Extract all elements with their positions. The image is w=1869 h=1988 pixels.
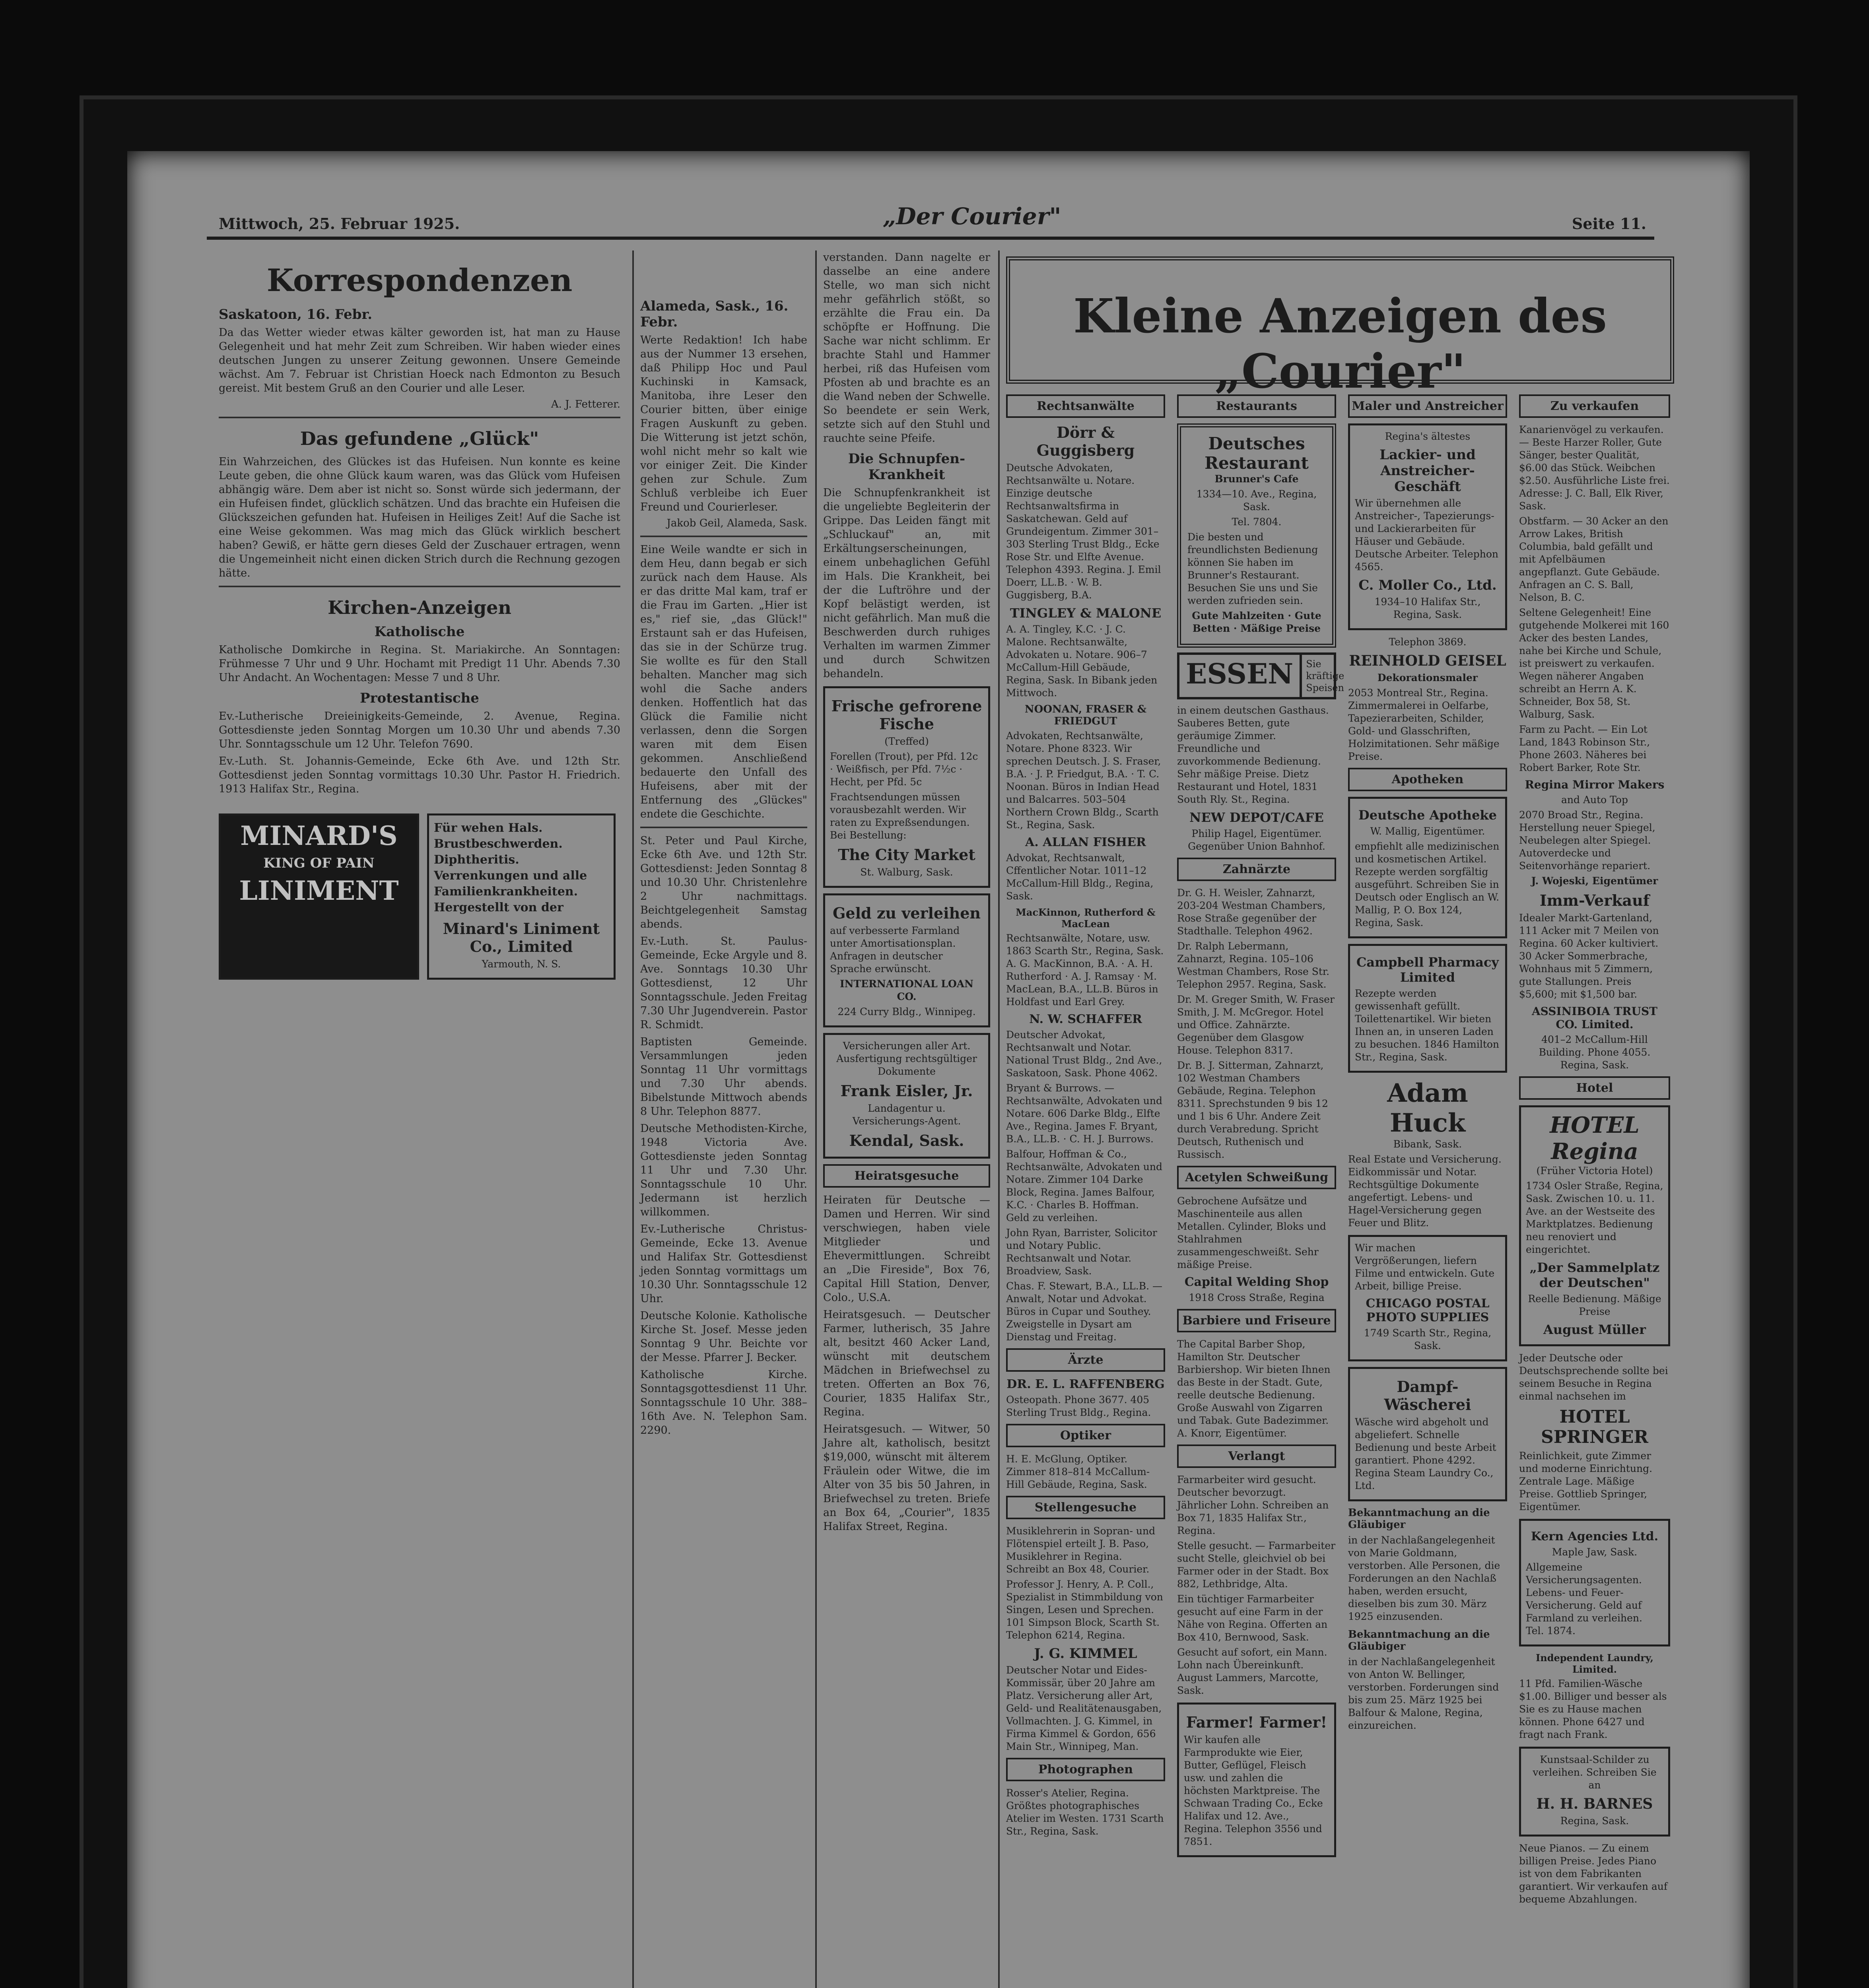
ad-text: Osteopath. Phone 3677. 405 Sterling Trust Bldg., Regina.: [1006, 1394, 1151, 1418]
photo-ad-text: Wir machen Vergrößerungen, liefern Filme und entwickeln. Gute Arbeit, billige Preise.: [1355, 1242, 1495, 1292]
fish-ad-sub: (Treffed): [884, 736, 929, 747]
ad-text: Musiklehrerin in Sopran- und Flötenspiel erteilt J. B. Paso, Musiklehrer in Regina. Schreibt an Box 48, Courier.: [1006, 1525, 1156, 1575]
story-body: Ein Wahrzeichen, des Glückes ist das Hufeisen. Nun konnte es keine Leute geben, die ohne Glück kaum waren, was das Glück vom Hufeisen abhängig wäre. Dem aber ist nicht so. Sonst würde sich jedermann, der ein Hufeisen findet, glücklich schätzen. Und das brachte ein Hufeisen die Glückszeichen gefunden hat. Hufeisen in Heiliges Zeit! Auf die Sache ist eine Weise gekommen. Was mag mich das Glück wirklich beschert haben? Gewiß, er hätte gern dieses Geld der Zuschauer ertragen, wenn die Ungemeinheit nicht einen dicken Strich durch die Rechnung gezogen hätte.: [219, 456, 620, 579]
ad-title: REINHOLD GEISEL: [1349, 652, 1506, 669]
letter-body: Da das Wetter wieder etwas kälter geworden ist, hat man zu Hause Gelegenheit und hat mehr Zeit zum Schreiben. Wir haben wieder eines deutschen Jungen zu unserer Zeitung gewonnen. Unsere Gemeinde wächst. Am 7. Februar ist Christian Hoeck nach Edmonton zu Besuch gereist. Mit bestem Gruß an den Courier und alle Leser.: [219, 326, 620, 394]
maler-ad-body: Wir übernehmen alle Anstreicher-, Tapezierungs- und Lackierarbeiten für Häuser und Gebäude. Deutsche Arbeiter. Telephon 4565.: [1355, 497, 1498, 573]
fish-price-list: Forellen (Trout), per Pfd. 12c · Weißfisch, per Pfd. 7½c · Hecht, per Pfd. 5c: [830, 751, 978, 788]
hotel-tagline: Reelle Bedienung. Mäßige Preise: [1528, 1293, 1661, 1317]
campbell-name: Campbell Pharmacy Limited: [1356, 955, 1499, 985]
church-notice: Deutsche Methodisten-Kirche, 1948 Victoria Ave. Gottesdienste jeden Sonntag 11 Uhr und 7.30 Uhr. Sonntagsschule 10 Uhr. Jedermann ist herzlich willkommen.: [640, 1122, 807, 1218]
essen-side-text: Sie kräftige Speisen: [1306, 658, 1344, 693]
church-notice: Deutsche Kolonie. Katholische Kirche St. Josef. Messe jeden Sonntag 9 Uhr. Beichte vor der Messe. Pfarrer J. Becker.: [640, 1310, 807, 1364]
category-optiker: Optiker: [1006, 1424, 1165, 1447]
ad-text: Telephon 3869.: [1389, 636, 1467, 648]
moller-name: C. Moller Co., Ltd.: [1358, 577, 1497, 593]
classified-ad: Heiraten für Deutsche — Damen und Herren. Wir sind verschwiegen, haben viele Mitglieder und Ehevermittlungen. Schreibt an „Die Fireside", Box 76, Capital Hill Station, Denver, Colo., U.S.A.: [823, 1194, 990, 1304]
category-barbiere: Barbiere und Friseure: [1177, 1309, 1336, 1332]
ad-text: 2053 Montreal Str., Regina. Zimmermalerei in Oelfarbe, Tapezierarbeiten, Schilder, Gold- und Glasschriften, Holzimitationen. Sehr mäßige Preise.: [1348, 687, 1500, 762]
ad-title: Independent Laundry, Limited.: [1536, 1652, 1653, 1675]
fish-ad-note: Frachtsendungen müssen vorausbezahlt werden. Wir raten zu Expreßsendungen. Bei Bestellung:: [830, 791, 970, 841]
church-notice: Baptisten Gemeinde. Versammlungen jeden Sonntag 11 Uhr vormittags und 7.30 Uhr abends. Bibelstunde Mittwoch abends 8 Uhr. Telephon 8877.: [640, 1036, 807, 1118]
ad-text: Gebrochene Aufsätze und Maschinenteile aus allen Metallen. Cylinder, Bloks und Stahlrahmen zusammengeschweißt. Sehr mäßige Preise.: [1177, 1195, 1326, 1270]
minards-logo: [219, 813, 419, 980]
article-title: Die Schnupfen-Krankheit: [848, 451, 966, 483]
church-section-title: Kirchen-Anzeigen: [328, 597, 511, 618]
category-apotheken: Apotheken: [1348, 768, 1507, 791]
barnes-intro: Kunstsaal-Schilder zu verleihen. Schreiben Sie an: [1533, 1754, 1657, 1791]
divider: [219, 417, 620, 418]
story-title: Das gefundene „Glück": [300, 428, 539, 449]
column-3: [823, 250, 990, 1537]
ad-text: Kanarienvögel zu verkaufen. — Beste Harzer Roller, Gute Sänger, bester Qualität, $6.00 das Stück. Weibchen $2.50. Ausführliche Liste frei. Adresse: J. C. Ball, Elk River, Sask.: [1519, 424, 1670, 512]
ad-text: Dr. B. J. Sitterman, Zahnarzt, 102 Westman Chambers Gebäude, Regina. Telephon 8311. Sprechstunden 9 bis 12 und 1 bis 6 Uhr. Andere Zeit durch Verabredung. Spricht Deutsch, Ruthenisch und Russisch.: [1177, 1060, 1328, 1160]
column-1: [219, 250, 620, 985]
hotel-owner: August Müller: [1543, 1322, 1646, 1337]
ad-text: 1918 Cross Straße, Regina: [1189, 1292, 1325, 1303]
notice-text: in der Nachlaßangelegenheit von Marie Goldmann, verstorben. Alle Personen, die Forderungen an den Nachlaß haben, werden ersucht, dieselben bis zum 30. März 1925 einzusenden.: [1348, 1534, 1500, 1622]
church-notice: Ev.-Lutherische Dreieinigkeits-Gemeinde, 2. Avenue, Regina. Gottesdienste jeden Sonntag Morgen um 10.30 Uhr und abends 7.30 Uhr. Sonntagsschule um 12 Uhr. Telefon 7690.: [219, 710, 620, 750]
ad-title: N. W. SCHAFFER: [1029, 1012, 1142, 1026]
ad-text: The Capital Barber Shop, Hamilton Str. Deutscher Barbiershop. Wir bieten Ihnen das Beste in der Stadt. Gute, reelle deutsche Bedienung. Große Auswahl von Zigarren und Tabak. Gute Badezimmer. A. Knorr, Eigentümer.: [1177, 1338, 1331, 1439]
category-zu-verkaufen: Zu verkaufen: [1519, 394, 1670, 418]
ad-text: Philip Hagel, Eigentümer. Gegenüber Union Bahnhof.: [1188, 828, 1325, 852]
hotel-regina-ad: [1519, 1105, 1670, 1346]
maler-ad: [1348, 423, 1507, 630]
category-rechtsanwaelte: Rechtsanwälte: [1006, 394, 1165, 418]
category-zahnaerzte: Zahnärzte: [1177, 858, 1336, 881]
farmer-ad: [1177, 1703, 1336, 1857]
ad-text: Ein tüchtiger Farmarbeiter gesucht auf eine Farm in der Nähe von Regina. Offerten an Box 410, Bernwood, Sask.: [1177, 1593, 1328, 1643]
church-notice: Ev.-Lutherische Christus-Gemeinde, Ecke 13. Avenue und Halifax Str. Gottesdienst jeden Sonntag vormittags um 10.30 Uhr. Sonntagsschule 12 Uhr.: [640, 1223, 807, 1305]
apotheke-ad: [1348, 797, 1507, 938]
ad-text: Balfour, Hoffman & Co., Rechtsanwälte, Advokaten und Notare. Zimmer 104 Darke Block, Regina. James Balfour, K.C. · Charles B. Hoffman. Geld zu verleihen.: [1006, 1148, 1163, 1223]
kern-place: Maple Jaw, Sask.: [1552, 1546, 1638, 1558]
ad-text: Farmarbeiter wird gesucht. Deutscher bevorzugt. Jährlicher Lohn. Schreiben an Box 71, 1835 Halifax Str., Regina.: [1177, 1474, 1329, 1536]
loan-ad-body: auf verbesserte Farmland unter Amortisationsplan. Anfragen in deutscher Sprache erwünscht.: [830, 925, 960, 975]
classifieds-banner: [1006, 256, 1674, 399]
loan-company: INTERNATIONAL LOAN CO.: [839, 978, 974, 1002]
essen-word: ESSEN: [1179, 655, 1302, 697]
fish-ad-title: Frische gefrorene Fische: [831, 697, 982, 733]
ad-text: H. E. McGlung, Optiker. Zimmer 818–814 McCallum-Hill Gebäude, Regina, Sask.: [1006, 1453, 1150, 1490]
city-market-name: The City Market: [838, 846, 975, 864]
ad-text: Bryant & Burrows. — Rechtsanwälte, Advokaten und Notare. 606 Darke Bldg., Elfte Ave., Regina. James F. Bryant, B.A., LL.B. · C. H. J. Burrows.: [1006, 1082, 1163, 1145]
ad-text: John Ryan, Barrister, Solicitor und Notary Public. Rechtsanwalt und Notar. Broadview, Sask.: [1006, 1227, 1157, 1277]
restaurant-phone: Tel. 7804.: [1232, 516, 1282, 528]
letter-signature: A. J. Fetterer.: [551, 398, 620, 410]
divider: [219, 586, 620, 587]
apotheke-text: empfiehlt alle medizinischen und kosmetischen Artikel. Rezepte werden sorgfältig ausgeführt. Schreiben Sie in Deutsch oder Englisch an W. Mallig, P. O. Box 124, Regina, Sask.: [1355, 841, 1500, 928]
category-acetylen: Acetylen Schweißung: [1177, 1166, 1336, 1189]
photo-ad-address: 1749 Scarth Str., Regina, Sask.: [1364, 1327, 1492, 1351]
ad-title: HOTEL SPRINGER: [1541, 1407, 1648, 1447]
huck-text: Real Estate und Versicherung. Eidkommissär und Notar. Rechtsgültige Dokumente angefertigt. Lebens- und Hagel-Versicherung gegen Feuer und Blitz.: [1348, 1153, 1502, 1229]
farmer-ad-text: Wir kaufen alle Farmprodukte wie Eier, Butter, Geflügel, Fleisch usw. und zahlen die höchsten Marktpreise. The Schwaan Trading Co., Ecke Halifax und 12. Ave., Regina. Telephon 3556 und 7851.: [1184, 1734, 1323, 1847]
eisler-place: Kendal, Sask.: [849, 1132, 964, 1149]
minards-maker: Minard's Liniment Co., Limited: [443, 920, 600, 955]
ad-text: 2070 Broad Str., Regina. Herstellung neuer Spiegel, Neubelegen alter Spiegel. Autoverdecke und Seitenvorhänge repariert.: [1519, 809, 1655, 872]
category-stellengesuche: Stellengesuche: [1006, 1496, 1165, 1519]
ad-text: Dr. Ralph Lebermann, Zahnarzt, Regina. 105–106 Westman Chambers, Rose Str. Telephon 2957. Regina, Sask.: [1177, 940, 1330, 990]
ad-text: Deutscher Notar und Eides-Kommissär, über 20 Jahre am Platz. Versicherung aller Art, Geld- und Realitätenausgaben, Vollmachten. J. G. Kimmel, in Firma Kimmel & Gordon, 656 Main Str., Winnipeg, Man.: [1006, 1664, 1162, 1752]
minards-uses: Für wehen Hals. Brustbeschwerden. Diphtheritis. Verrenkungen und alle Familienkrankheiten. Hergestellt von der: [434, 821, 587, 914]
church-notice: Katholische Domkirche in Regina. St. Mariakirche. An Sonntagen: Frühmesse 7 Uhr und 9 Uhr. Hochamt mit Predigt 11 Uhr. Abends 7.30 Uhr Andacht. An Wochentagen: Messe 7 und 8 Uhr.: [219, 644, 620, 684]
ad-text: Gesucht auf sofort, ein Mann. Lohn nach Übereinkunft. August Lammers, Marcotte, Sask.: [1177, 1646, 1327, 1696]
column-6: [1348, 390, 1507, 1734]
column-5: [1177, 390, 1344, 1863]
story-continuation: verstanden. Dann nagelte er dasselbe an eine andere Stelle, wo man sich nicht mehr gefährlich stößt, so erzählte die Frau ein. Da schöpfte er Hoffnung. Die Sache war nicht schlimm. Er brachte Stahl und Hammer herbei, riß das Hufeisen vom Pfosten ab und brachte es an die Wand neben der Schwelle. So beendete er sein Werk, setzte sich auf den Stuhl und rauchte seine Pfeife.: [823, 251, 990, 445]
campbell-ad: [1348, 944, 1507, 1073]
essen-ad: [1177, 652, 1344, 699]
ad-title: NOONAN, FRASER & FRIEDGUT: [1024, 703, 1147, 727]
eisler-role: Landagentur u. Versicherungs-Agent.: [852, 1103, 961, 1127]
ad-text: Deutsche Advokaten, Rechtsanwälte u. Notare. Einzige deutsche Rechtsanwaltsfirma in Saskatchewan. Geld auf Grundeigentum. Zimmer 301–303 Sterling Trust Bldg., Ecke Rose Str. und Elfte Avenue. Telephon 4393. Regina. J. Emil Doerr, LL.B. · W. B. Guggisberg, B.A.: [1006, 462, 1161, 601]
restaurant-tagline: Gute Mahlzeiten · Gute Betten · Mäßige Preise: [1192, 610, 1321, 634]
church-subheading: Katholische: [374, 624, 465, 640]
ad-text: Jeder Deutsche oder Deutschsprechende sollte bei seinem Besuche in Regina einmal nachsehen im: [1519, 1352, 1668, 1402]
dampf-text: Wäsche wird abgeholt und abgeliefert. Schnelle Bedienung und beste Arbeit garantiert. Phone 4292. Regina Steam Laundry Co., Ltd.: [1355, 1416, 1496, 1491]
notice-title: Bekanntmachung an die Gläubiger: [1348, 1507, 1490, 1531]
ad-title: Imm-Verkauf: [1539, 891, 1650, 909]
barnes-ad: [1519, 1747, 1670, 1837]
column-7: [1519, 390, 1670, 1908]
minards-brand: MINARD'S: [240, 820, 398, 851]
newspaper-name: „Der Courier": [883, 203, 1061, 230]
apotheke-name: Deutsche Apotheke: [1358, 808, 1497, 823]
notice-text: in der Nachlaßangelegenheit von Anton W. Bellinger, verstorben. Forderungen sind bis zum 25. März 1925 bei Balfour & Malone, Regina, einzureichen.: [1348, 1656, 1499, 1731]
ad-title: A. ALLAN FISHER: [1025, 835, 1146, 849]
dampf-name: Dampf-Wäscherei: [1384, 1378, 1471, 1413]
restaurant-ad: [1177, 423, 1336, 648]
minards-slogan: KING OF PAIN: [263, 855, 375, 871]
newspaper-page: [127, 151, 1750, 1988]
ad-text: Reinlichkeit, gute Zimmer und moderne Einrichtung. Zentrale Lage. Mäßige Preise. Gottlieb Springer, Eigentümer.: [1519, 1450, 1653, 1512]
classifieds-banner-title: Kleine Anzeigen des „Courier": [1073, 288, 1607, 399]
ad-text: Advokaten, Rechtsanwälte, Notare. Phone 8323. Wir sprechen Deutsch. J. S. Fraser, B.A. · J. P. Friedgut, B.A. · T. C. Noonan. Büros in Indian Head und Balcarres. 503–504 Northern Crown Bldg., Scarth St., Regina, Sask.: [1006, 730, 1161, 831]
classified-ad: Heiratsgesuch. — Witwer, 50 Jahre alt, katholisch, besitzt $19,000, wünscht mit älterem Fräulein oder Witwe, die im Alter von 35 bis 50 Jahren, in Briefwechsel zu treten. Briefe an Box 64, „Courier", 1835 Halifax Street, Regina.: [823, 1423, 990, 1533]
ad-text: Dr. M. Greger Smith, W. Fraser Smith, J. M. McGregor. Hotel und Office. Zahnärzte. Gegenüber dem Glasgow House. Telephon 8317.: [1177, 994, 1335, 1056]
story-continuation: Eine Weile wandte er sich in dem Heu, dann begab er sich zurück nach dem Hause. Als er das dritte Mal kam, traf er die Frau im Garten. „Hier ist es," rief sie, „das Glück!" Erstaunt sah er das Hufeisen, das sie in der Schürze trug. Sie wollte es für den Stall behalten. Mancher mag sich wohl die Sache anders denken. Hoffentlich hat das Glück die Familie nicht verlassen, denn die Sorgen waren mit dem Eisen gekommen. Anschließend bedauerte den Unfall des Hufeisens, aber mit der Entfernung des „Glückes" endete die Geschichte.: [640, 544, 807, 820]
ad-text: J. Wojeski, Eigentümer: [1531, 875, 1658, 887]
ad-text: Dekorationsmaler: [1377, 672, 1478, 683]
ad-title: TINGLEY & MALONE: [1010, 606, 1162, 621]
hotel-address: 1734 Osler Straße, Regina, Sask. Zwischen 10. u. 11. Ave. an der Westseite des Marktplatzes. Bedienung neu renoviert und eingerichtet.: [1526, 1180, 1663, 1255]
ad-title: Dörr & Guggisberg: [1036, 423, 1135, 459]
laundry-ad: [1348, 1367, 1507, 1501]
minards-text-box: [427, 813, 616, 980]
section-title-korrespondenzen: Korrespondenzen: [266, 262, 573, 299]
category-photographen: Photographen: [1006, 1758, 1165, 1781]
ad-title: ASSINIBOIA TRUST CO. Limited.: [1531, 1005, 1658, 1031]
ad-text: Dr. G. H. Weisler, Zahnarzt, 203-204 Westman Chambers, Rose Straße gegenüber der Stadthalle. Telephon 4962.: [1177, 887, 1326, 937]
farmer-ad-title: Farmer! Farmer!: [1186, 1713, 1327, 1731]
photo-ad: [1348, 1235, 1507, 1361]
article-body: Die Schnupfenkrankheit ist die ungeliebte Begleiterin der Grippe. Das Leiden fängt mit „Schluckauf" an, mit Erkältungserscheinungen, einem unbehaglichen Gefühl im Hals. Die Krankheit, bei der die Luftröhre und der Kopf belästigt werden, ist nicht gefährlich. Man muß die Beschwerden durch ruhiges Verhalten im warmen Zimmer und durch Schwitzen behandeln.: [823, 487, 990, 680]
column-2: [640, 250, 807, 1441]
ad-text: in einem deutschen Gasthaus. Sauberes Betten, gute geräumige Zimmer. Freundliche und zuvorkommende Bedienung. Sehr mäßige Preise. Dietz Restaurant und Hotel, 1831 South Rly. St., Regina.: [1177, 705, 1329, 805]
page-number: Seite 11.: [1572, 215, 1646, 233]
category-aerzte: Ärzte: [1006, 1348, 1165, 1372]
minards-ad: [219, 808, 620, 985]
campbell-text: Rezepte werden gewissenhaft gefüllt. Toilettenartikel. Wir bieten Ihnen an, in unseren Laden zu besuchen. 1846 Hamilton Str., Regina, Sask.: [1355, 988, 1500, 1063]
restaurant-owner: Brunner's Cafe: [1214, 473, 1299, 485]
kern-name: Kern Agencies Ltd.: [1531, 1530, 1659, 1543]
ad-text: Chas. F. Stewart, B.A., LL.B. — Anwalt, Notar und Advokat. Büros in Cupar und Southey. Zweigstelle in Dysart am Dienstag und Freitag.: [1006, 1280, 1162, 1343]
church-notice: Ev.-Luth. St. Johannis-Gemeinde, Ecke 6th Ave. und 12th Str. Gottesdienst jeden Sonntag vormittags 10.30 Uhr. Pastor H. Friedrich. 1913 Halifax Str., Regina.: [219, 755, 620, 795]
ad-text: 11 Pfd. Familien-Wäsche $1.00. Billiger und besser als Sie es zu Hause machen können. Phone 6427 und fragt nach Frank.: [1519, 1678, 1667, 1740]
ad-text: Deutscher Advokat, Rechtsanwalt und Notar. National Trust Bldg., 2nd Ave., Saskatoon, Sask. Phone 4062.: [1006, 1029, 1162, 1079]
minards-place: Yarmouth, N. S.: [482, 958, 561, 970]
notice-title: Bekanntmachung an die Gläubiger: [1348, 1629, 1490, 1652]
huck-name: Adam Huck: [1387, 1078, 1468, 1138]
ad-text: Seltene Gelegenheit! Eine gutgehende Molkerei mit 160 Acker des besten Landes, nahe bei Kirche und Schule, ist preiswert zu verkaufen. Wegen näherer Angaben schreibt an Herrn A. K. Schneider, Box 58, St. Walburg, Sask.: [1519, 607, 1669, 720]
loan-ad-title: Geld zu verleihen: [832, 904, 981, 922]
ad-title: MacKinnon, Rutherford & MacLean: [1016, 907, 1156, 930]
letter-signature: Jakob Geil, Alameda, Sask.: [666, 517, 807, 529]
ad-text: Farm zu Pacht. — Ein Lot Land, 1843 Robinson Str., Phone 2603. Näheres bei Robert Barker, Rote Str.: [1519, 724, 1650, 773]
ad-title: Capital Welding Shop: [1184, 1275, 1329, 1289]
kern-ad: [1519, 1519, 1670, 1646]
classified-ad: Heiratsgesuch. — Deutscher Farmer, lutherisch, 35 Jahre alt, besitzt 460 Acker Land, wünscht mit deutschem Mädchen in Briefwechsel zu treten. Offerten an Box 76, Courier, 1835 Halifax Str., Regina.: [823, 1309, 990, 1418]
hotel-slogan: „Der Sammelplatz der Deutschen": [1529, 1260, 1660, 1290]
kern-text: Allgemeine Versicherungsagenten. Lebens- und Feuer-Versicherung. Geld auf Farmland zu verleihen. Tel. 1874.: [1526, 1561, 1642, 1637]
moller-address: 1934–10 Halifax Str., Regina, Sask.: [1374, 596, 1481, 620]
ad-title: Regina Mirror Makers: [1525, 778, 1665, 791]
fish-ad: [823, 686, 990, 888]
column-4: [1006, 390, 1165, 1840]
divider: [640, 827, 807, 828]
city-market-place: St. Walburg, Sask.: [860, 866, 953, 878]
hotel-former-name: (Früher Victoria Hotel): [1536, 1165, 1653, 1176]
column-divider: [998, 250, 1000, 1988]
ad-text: A. A. Tingley, K.C. · J. C. Malone. Rechtsanwälte, Advokaten u. Notare. 906–7 McCallum-Hill Gebäude, Regina, Sask. In Bibank jeden Mittwoch.: [1006, 623, 1158, 699]
loan-ad: [823, 893, 990, 1027]
maler-ad-intro: Regina's ältestes: [1385, 431, 1471, 442]
ad-text: Rosser's Atelier, Regina. Größtes photographisches Atelier im Westen. 1731 Scarth Str., Regina, Sask.: [1006, 1787, 1164, 1837]
ad-text: Stelle gesucht. — Farmarbeiter sucht Stelle, gleichviel ob bei Farmer oder in der Stadt. Box 882, Lethbridge, Alta.: [1177, 1540, 1336, 1590]
apotheke-owner: W. Mallig, Eigentümer.: [1370, 825, 1485, 837]
masthead: [127, 151, 1750, 239]
loan-address: 224 Curry Bldg., Winnipeg.: [837, 1006, 976, 1017]
minards-product: LINIMENT: [239, 875, 399, 906]
huck-place: Bibank, Sask.: [1393, 1138, 1462, 1150]
eisler-heading: Versicherungen aller Art. Ausfertigung rechtsgültiger Dokumente: [836, 1040, 977, 1077]
category-hotel: Hotel: [1519, 1076, 1670, 1100]
letter-header: Saskatoon, 16. Febr.: [219, 307, 373, 322]
church-notice: Ev.-Luth. St. Paulus-Gemeinde, Ecke Argyle und 8. Ave. Sonntags 10.30 Uhr Gottesdienst, 12 Uhr Sonntagsschule. Jeden Freitag 7.30 Uhr Jugendverein. Pastor R. Schmidt.: [640, 935, 807, 1031]
ad-text: Neue Pianos. — Zu einem billigen Preise. Jedes Piano ist von dem Fabrikanten garantiert. Wir verkaufen auf bequeme Abzahlungen.: [1519, 1842, 1668, 1905]
category-restaurants: Restaurants: [1177, 394, 1336, 418]
restaurant-address: 1334—10. Ave., Regina, Sask.: [1196, 488, 1317, 513]
ad-text: Advokat, Rechtsanwalt, Cffentlicher Notar. 1011–12 McCallum-Hill Bldg., Regina, Sask.: [1006, 852, 1154, 902]
barnes-name: H. H. BARNES: [1536, 1796, 1653, 1812]
letter-header: Alameda, Sask., 16. Febr.: [640, 298, 789, 330]
divider: [640, 536, 807, 537]
hotel-regina-logo: HOTEL Regina: [1550, 1112, 1640, 1165]
ad-title: J. G. KIMMEL: [1034, 1646, 1137, 1662]
eisler-name: Frank Eisler, Jr.: [840, 1082, 973, 1100]
ad-text: Rechtsanwälte, Notare, usw. 1863 Scarth Str., Regina, Sask. A. G. MacKinnon, B.A. · A. H. Rutherford · A. J. Ramsay · M. MacLean, B.A., LL.B. Büros in Holdfast und Earl Grey.: [1006, 932, 1164, 1008]
ad-text: 401–2 McCallum-Hill Building. Phone 4055. Regina, Sask.: [1539, 1034, 1651, 1071]
photo-ad-name: CHICAGO POSTAL PHOTO SUPPLIES: [1366, 1297, 1490, 1324]
restaurant-name: Deutsches Restaurant: [1205, 434, 1309, 473]
eisler-ad: [823, 1033, 990, 1159]
restaurant-text: Die besten und freundlichsten Bedienung können Sie haben im Brunner's Restaurant. Besuchen Sie uns und Sie werden zufrieden sein.: [1187, 531, 1318, 606]
category-maler: Maler und Anstreicher: [1348, 394, 1507, 418]
church-notice: Katholische Kirche. Sonntagsgottesdienst 11 Uhr. Sonntagsschule 10 Uhr. 388–16th Ave. N. Telephon Sam. 2290.: [640, 1369, 807, 1437]
category-heiratsgesuche: Heiratsgesuche: [823, 1164, 990, 1188]
ad-title: DR. E. L. RAFFENBERG: [1006, 1377, 1165, 1391]
issue-date: Mittwoch, 25. Februar 1925.: [219, 215, 460, 233]
letter-body: Werte Redaktion! Ich habe aus der Nummer 13 ersehen, daß Philipp Hoc und Paul Kuchinski in Kamsack, Manitoba, ihre Leser den Courier bitten, über einige Fragen Auskunft zu geben. Die Witterung ist jetzt schön, wohl nicht mehr so kalt wie vor einiger Zeit. Die Kinder gehen zur Schule. Zum Schluß verbleibe ich Euer Freund und Courierleser.: [640, 334, 807, 513]
barnes-place: Regina, Sask.: [1560, 1815, 1629, 1827]
ad-title: NEW DEPOT/CAFE: [1189, 810, 1324, 825]
masthead-rule: [207, 237, 1654, 240]
ad-text: Idealer Markt-Gartenland, 111 Acker mit 7 Meilen von Regina. 60 Acker kultiviert. 30 Acker Sommerbrache, Wohnhaus mit 5 Zimmern, gute Stallungen. Preis $5,600; mit $1,500 bar.: [1519, 912, 1659, 1000]
column-divider: [632, 250, 634, 1988]
column-divider: [815, 250, 817, 1988]
church-subheading: Protestantische: [360, 690, 479, 706]
ad-text: Obstfarm. — 30 Acker an den Arrow Lakes, British Columbia, bald gefällt und mit Apfelbäumen angepflanzt. Gute Gebäude. Anfragen an C. S. Ball, Nelson, B. C.: [1519, 515, 1669, 603]
ad-text: Professor J. Henry, A. P. Coll., Spezialist in Stimmbildung von Singen, Lesen und Sprechen. 101 Simpson Block, Scarth St. Telephon 6214, Regina.: [1006, 1578, 1163, 1641]
category-verlangt: Verlangt: [1177, 1444, 1336, 1468]
maler-ad-title: Lackier- und Anstreicher-Geschäft: [1379, 447, 1476, 495]
ad-text: and Auto Top: [1561, 794, 1628, 806]
church-notice: St. Peter und Paul Kirche, Ecke 6th Ave. und 12th Str. Gottesdienst: Jeden Sonntag 8 und 10.30 Uhr. Christenlehre 2 Uhr nachmittags. Beichtgelegenheit Samstag abends.: [640, 835, 807, 930]
